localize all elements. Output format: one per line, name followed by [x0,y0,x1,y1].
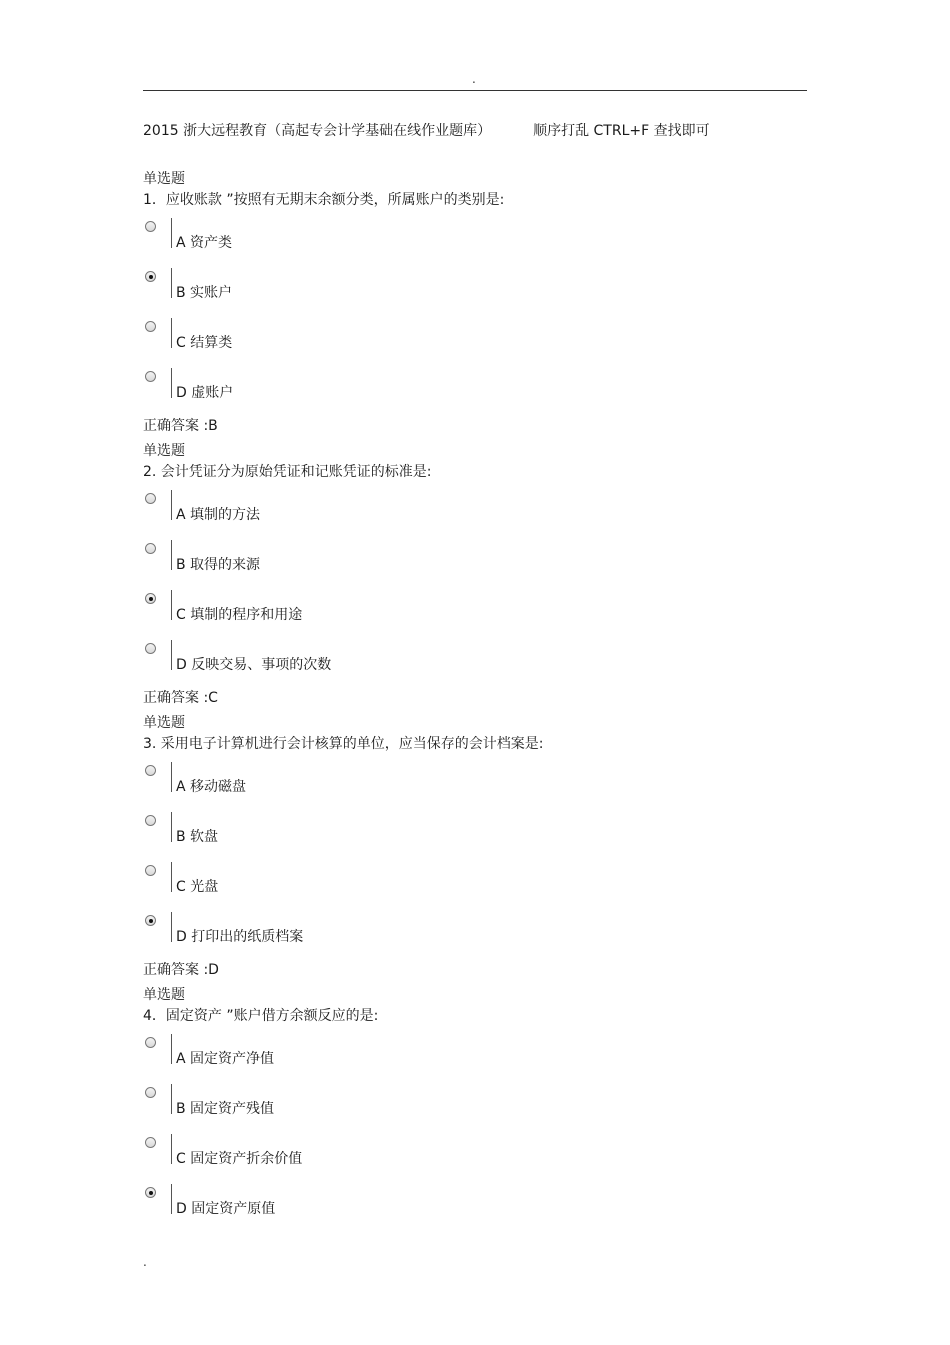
correct-answer: 正确答案 :D [143,962,219,978]
answer-option[interactable] [143,810,803,860]
option-divider [171,318,172,348]
option-divider [171,1134,172,1164]
option-divider [171,490,172,520]
option-label: A 固定资产净值 [176,1051,275,1067]
option-label: D 虚账户 [176,385,234,401]
option-label: D 反映交易、事项的次数 [176,657,332,673]
option-label: A 填制的方法 [176,507,261,523]
answer-option[interactable] [143,366,803,416]
option-divider [171,540,172,570]
option-label: C 填制的程序和用途 [176,607,303,623]
option-label: D 打印出的纸质档案 [176,929,304,945]
radio-button[interactable] [145,765,156,776]
question-type: 单选题 [143,171,185,187]
radio-button[interactable] [145,221,156,232]
option-label: B 取得的来源 [176,557,261,573]
option-label: B 实账户 [176,285,233,301]
answer-option[interactable] [143,1082,803,1132]
option-divider [171,812,172,842]
question-text: 1．应收账款 ”按照有无期末余额分类，所属账户的类别是: [143,192,505,208]
answer-option[interactable] [143,316,803,366]
document-title-line [143,120,710,140]
answer-option[interactable] [143,910,803,960]
answer-option[interactable] [143,1182,803,1232]
answer-option[interactable] [143,1032,803,1082]
question-block [143,713,803,985]
radio-button[interactable] [145,1087,156,1098]
question-type: 单选题 [143,443,185,459]
question-block [143,441,803,713]
option-divider [171,268,172,298]
footer-dot: . [143,1255,147,1269]
question-type: 单选题 [143,715,185,731]
option-divider [171,1034,172,1064]
answer-option[interactable] [143,266,803,316]
radio-button[interactable] [145,543,156,554]
option-label: C 光盘 [176,879,219,895]
answer-option[interactable] [143,860,803,910]
option-divider [171,762,172,792]
document-title: 2015 浙大远程教育（高起专会计学基础在线作业题库） [143,123,492,139]
radio-button[interactable] [145,643,156,654]
option-divider [171,640,172,670]
radio-button[interactable] [145,815,156,826]
radio-button[interactable] [145,1037,156,1048]
option-divider [171,368,172,398]
answer-option[interactable] [143,488,803,538]
option-label: B 软盘 [176,829,219,845]
option-divider [171,218,172,248]
radio-button[interactable] [145,371,156,382]
radio-button[interactable] [145,321,156,332]
option-divider [171,590,172,620]
document-note: 顺序打乱 CTRL+F 查找即可 [533,123,710,139]
answer-option[interactable] [143,638,803,688]
option-label: A 资产类 [176,235,233,251]
option-divider [171,1184,172,1214]
option-divider [171,912,172,942]
answer-option[interactable] [143,588,803,638]
question-block [143,169,803,441]
radio-button-selected[interactable] [145,271,156,282]
radio-button-selected[interactable] [145,1187,156,1198]
option-label: D 固定资产原值 [176,1201,276,1217]
question-text: 4．固定资产 ”账户借方余额反应的是: [143,1008,379,1024]
radio-button[interactable] [145,1137,156,1148]
question-list [143,169,803,1232]
correct-answer: 正确答案 :C [143,690,218,706]
radio-button-selected[interactable] [145,593,156,604]
radio-button[interactable] [145,493,156,504]
radio-button-selected[interactable] [145,915,156,926]
option-label: A 移动磁盘 [176,779,247,795]
header-dot: . [472,72,476,86]
question-block [143,985,803,1232]
radio-button[interactable] [145,865,156,876]
header-rule [143,90,807,91]
answer-option[interactable] [143,1132,803,1182]
option-divider [171,1084,172,1114]
question-text: 3. 采用电子计算机进行会计核算的单位，应当保存的会计档案是: [143,736,544,752]
question-type: 单选题 [143,987,185,1003]
correct-answer: 正确答案 :B [143,418,218,434]
option-label: C 结算类 [176,335,233,351]
option-divider [171,862,172,892]
option-label: B 固定资产残值 [176,1101,275,1117]
option-label: C 固定资产折余价值 [176,1151,303,1167]
question-text: 2. 会计凭证分为原始凭证和记账凭证的标准是: [143,464,432,480]
answer-option[interactable] [143,538,803,588]
answer-option[interactable] [143,216,803,266]
answer-option[interactable] [143,760,803,810]
